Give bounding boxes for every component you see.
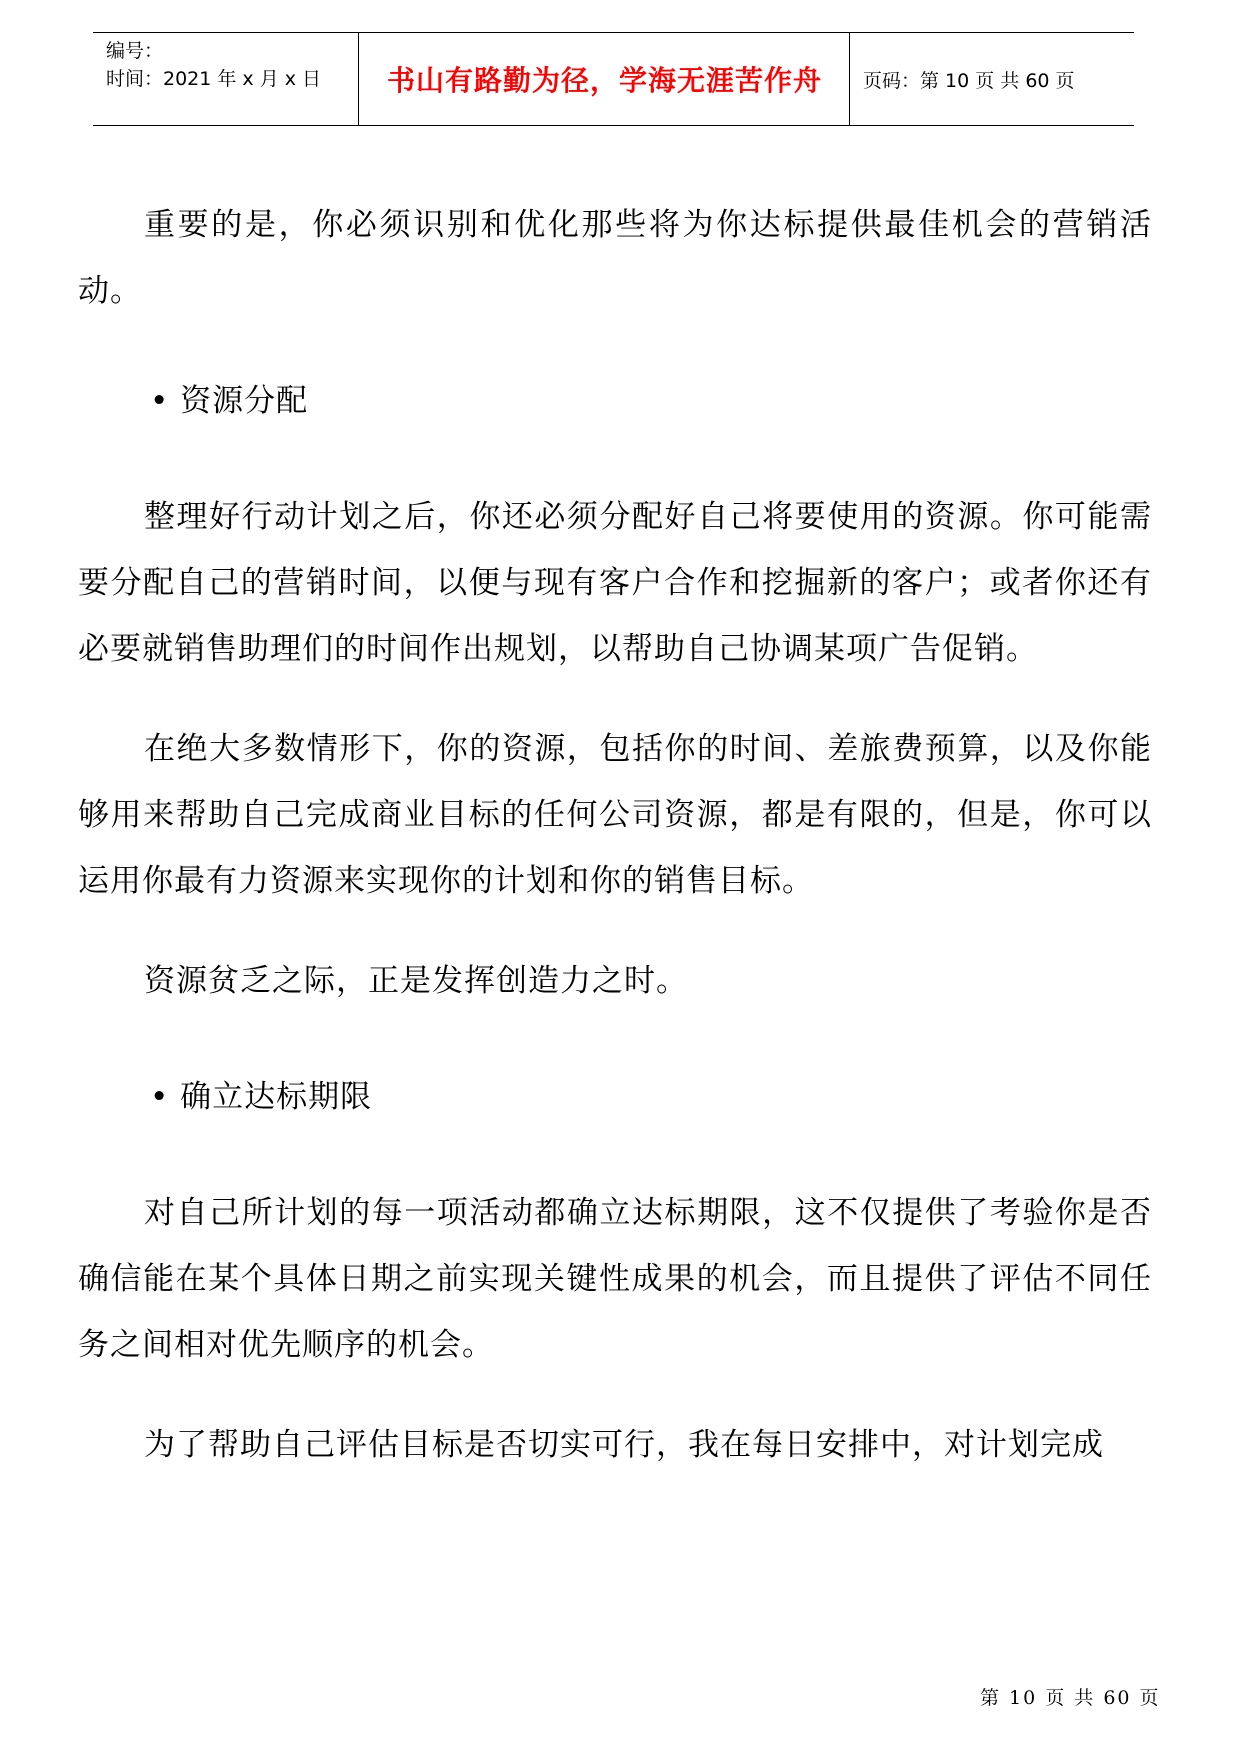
document-date-label: 时间：2021 年 x 月 x 日: [106, 68, 322, 90]
paragraph: 为了帮助自己评估目标是否切实可行，我在每日安排中，对计划完成: [144, 1427, 1104, 1463]
page-footer: 第 10 页 共 60 页: [980, 1687, 1161, 1709]
paragraph: 对自己所计划的每一项活动都确立达标期限，这不仅提供了考验你是否确信能在某个具体日期之前实现关键性成果的机会，而且提供了评估不同任务之间相对优先顺序的机会。: [78, 1195, 1152, 1363]
paragraph: 资源贫乏之际，正是发挥创造力之时。: [144, 963, 688, 999]
paragraph: 在绝大多数情形下，你的资源，包括你的时间、差旅费预算，以及你能够用来帮助自己完成商业目标的任何公司资源，都是有限的，但是，你可以运用你最有力资源来实现你的计划和你的销售目标。: [78, 731, 1152, 899]
header-meta: [106, 37, 346, 93]
header-motto: 书山有路勤为径，学海无涯苦作舟: [386, 64, 822, 97]
header-divider: [358, 33, 359, 125]
paragraph: 整理好行动计划之后，你还必须分配好自己将要使用的资源。你可能需要分配自己的营销时间，以便与现有客户合作和挖掘新的客户；或者你还有必要就销售助理们的时间作出规划，以帮助自己协调某项广告促销。: [78, 499, 1152, 667]
bullet-heading: • 资源分配: [150, 383, 309, 419]
bullet-heading: • 确立达标期限: [150, 1079, 373, 1115]
header-page-info: 页码：第 10 页 共 60 页: [863, 69, 1075, 92]
header-divider: [849, 33, 850, 125]
page-header: [93, 32, 1134, 126]
document-number-label: 编号：: [106, 40, 164, 62]
paragraph: 重要的是，你必须识别和优化那些将为你达标提供最佳机会的营销活动。: [78, 207, 1152, 309]
